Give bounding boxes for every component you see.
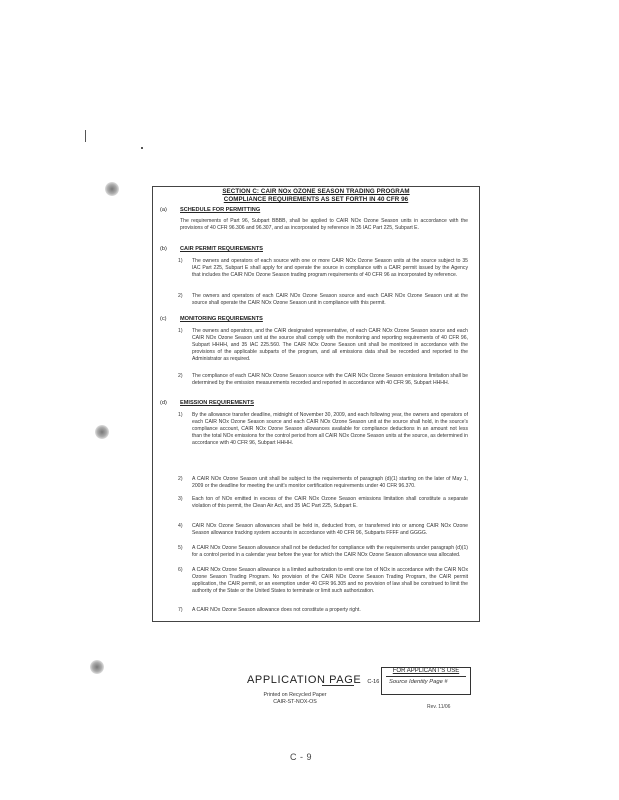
section-d-heading: EMISSION REQUIREMENTS bbox=[180, 400, 254, 406]
applicant-use-divider bbox=[386, 676, 466, 677]
section-c-letter: (c) bbox=[160, 316, 167, 322]
form-code: CAIR-ST-NOX-OS bbox=[273, 699, 317, 705]
hole-punch-bottom bbox=[90, 660, 104, 674]
section-c-item-2-number: 2) bbox=[178, 373, 183, 379]
applicant-use-value: Source Identity Page # bbox=[389, 679, 448, 685]
section-a-text: The requirements of Part 96, Subpart BBBB, shall be applied to CAIR NOx Ozone Season units in accordance with the provisions of 40 CFR 96.306 and 96.307, and as incorporated by reference in 35 IAC Part 225, Subpart E. bbox=[180, 218, 468, 231]
section-b-item-2-text: The owners and operators of each CAIR NOx Ozone Season source and each CAIR NOx Ozone Season unit at the source shall operate the CAIR NOx Ozone Season unit in compliance with this permit. bbox=[192, 293, 468, 306]
section-d-item-1-text: By the allowance transfer deadline, midnight of November 30, 2009, and each following year, the owners and operators of each CAIR NOx Ozone Season source and each CAIR NOx Ozone Season unit at the source shall hold, in the source's compliance account, CAIR NOx Ozone Season allowances available for compliance deductions in an amount not less than the total NOx emissions for the control period from all CAIR NOx Ozone Season units at the source, as determined in accordance with 40 CFR 96, Subpart HHHH. bbox=[192, 412, 468, 446]
section-c-heading: MONITORING REQUIREMENTS bbox=[180, 316, 263, 322]
section-d-item-4-text: CAIR NOx Ozone Season allowances shall be held in, deducted from, or transferred into or among CAIR NOx Ozone Season allowance tracking system accounts in accordance with 40 CFR 96, Subparts FFFF and GGGG. bbox=[192, 523, 468, 536]
section-d-item-3-text: Each ton of NOx emitted in excess of the CAIR NOx Ozone Season emissions limitation shall constitute a separate violation of this permit, the Clean Air Act, and 35 IAC Part 225, Subpart E. bbox=[192, 496, 468, 509]
section-d-item-6-number: 6) bbox=[178, 567, 183, 573]
application-page-number: C-16 bbox=[367, 679, 380, 685]
printed-on-recycled-paper: Printed on Recycled Paper bbox=[263, 692, 327, 698]
document-title bbox=[152, 188, 480, 204]
section-a-letter: (a) bbox=[160, 207, 167, 213]
section-b-letter: (b) bbox=[160, 246, 167, 252]
application-page-underline bbox=[322, 685, 354, 686]
section-d-item-5-number: 5) bbox=[178, 545, 183, 551]
document-title-line-2: COMPLIANCE REQUIREMENTS AS SET FORTH IN 40 CFR 96 bbox=[223, 196, 409, 203]
section-d-item-3-number: 3) bbox=[178, 496, 183, 502]
section-d-item-2-number: 2) bbox=[178, 476, 183, 482]
scan-mark-dot bbox=[141, 147, 143, 149]
application-page-text: APPLICATION PAGE bbox=[247, 674, 362, 686]
scan-mark-left bbox=[85, 130, 86, 142]
revision-date: Rev. 11/06 bbox=[427, 704, 451, 710]
section-d-letter: (d) bbox=[160, 400, 167, 406]
section-b-item-1-text: The owners and operators of each source with one or more CAIR NOx Ozone Season units at the source subject to 35 IAC Part 225, Subpart E shall apply for and operate the source in compliance with a CAIR permit issued by the Agency that includes the CAIR NOx Ozone Season trading program requirements of 40 CFR 96 as incorporated by reference. bbox=[192, 258, 468, 278]
section-c-item-1-text: The owners and operators, and the CAIR designated representative, of each CAIR NOx Ozone Season source and each CAIR NOx Ozone Season unit at the source shall comply with the monitoring and reporting requirements of 40 CFR 96, Subpart HHHH, and 35 IAC 225.560. The CAIR NOx Ozone Season unit shall be monitored in accordance with the provisions of the applicable subparts of the program, and all emissions data shall be recorded and reported to the Administrator as required. bbox=[192, 328, 468, 362]
section-b-item-1-number: 1) bbox=[178, 258, 183, 264]
application-page-label bbox=[247, 674, 379, 686]
hole-punch-top bbox=[105, 182, 119, 196]
applicant-use-title: FOR APPLICANT'S USE bbox=[392, 668, 460, 674]
section-d-item-1-number: 1) bbox=[178, 412, 183, 418]
section-c-item-2-text: The compliance of each CAIR NOx Ozone Season source with the CAIR NOx Ozone Season emissions limitation shall be determined by the emission measurements recorded and reported in accordance with 40 CFR 96, Subpart HHHH. bbox=[192, 373, 468, 386]
section-d-item-7-text: A CAIR NOx Ozone Season allowance does not constitute a property right. bbox=[192, 607, 361, 613]
section-d-item-6-text: A CAIR NOx Ozone Season allowance is a limited authorization to emit one ton of NOx in accordance with the CAIR NOx Ozone Season Trading Program. No provision of the CAIR NOx Ozone Season Trading Program, the CAIR permit application, the CAIR permit, or an exemption under 40 CFR 96.305 and no provision of law shall be construed to limit the authority of the State or the United States to terminate or limit such authorization. bbox=[192, 567, 468, 594]
section-b-item-2-number: 2) bbox=[178, 293, 183, 299]
section-d-item-7-number: 7) bbox=[178, 607, 183, 613]
section-b-heading: CAIR PERMIT REQUIREMENTS bbox=[180, 246, 263, 252]
section-d-item-4-number: 4) bbox=[178, 523, 183, 529]
section-d-item-2-text: A CAIR NOx Ozone Season unit shall be subject to the requirements of paragraph (d)(1) starting on the later of May 1, 2009 or the deadline for meeting the unit's monitor certification requirements under 40 CFR 96.370. bbox=[192, 476, 468, 489]
section-a-heading: SCHEDULE FOR PERMITTING bbox=[180, 207, 261, 213]
document-title-line-1: SECTION C: CAIR NOx OZONE SEASON TRADING PROGRAM bbox=[222, 188, 410, 195]
section-d-item-5-text: A CAIR NOx Ozone Season allowance shall not be deducted for compliance with the requirements under paragraph (d)(1) for a control period in a calendar year before the year for which the CAIR NOx Ozone Season allowance was allocated. bbox=[192, 545, 468, 558]
hole-punch-middle bbox=[95, 425, 109, 439]
section-c-item-1-number: 1) bbox=[178, 328, 183, 334]
page-number: C - 9 bbox=[290, 752, 313, 762]
